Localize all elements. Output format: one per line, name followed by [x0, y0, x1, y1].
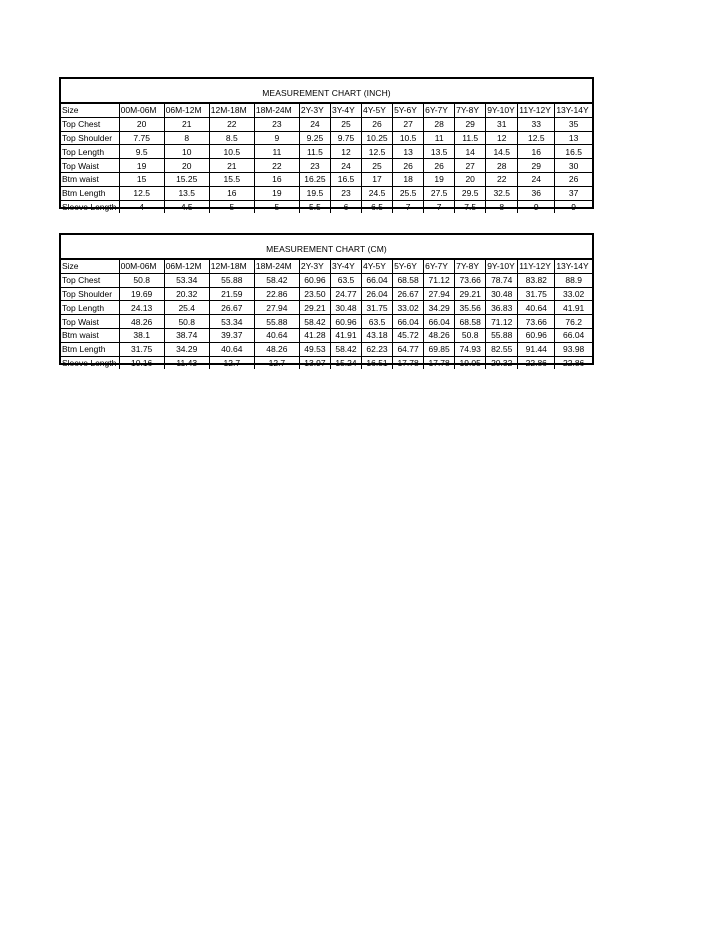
table-cell: 27.94 [424, 287, 455, 301]
table-cell: 24.5 [362, 186, 393, 200]
table-cell: 22 [486, 172, 518, 186]
table-cell: 7.5 [455, 200, 486, 213]
table-cell: 12.5 [518, 131, 555, 145]
table-cell: 49.53 [299, 342, 330, 356]
table-cell: 26.67 [209, 301, 254, 315]
table-cell: 19.05 [455, 356, 486, 369]
size-column-header: 7Y-8Y [455, 260, 486, 273]
table-cell: 73.66 [455, 273, 486, 287]
table-cell: 48.26 [254, 342, 299, 356]
table-cell: 41.28 [299, 328, 330, 342]
table-row [61, 159, 592, 173]
table-cell: 26.67 [393, 287, 424, 301]
table-cell: 29.21 [299, 301, 330, 315]
table-row [61, 356, 592, 369]
table-cell: 55.88 [254, 315, 299, 329]
table-cell: 48.26 [424, 328, 455, 342]
table-cell: 22.86 [563, 357, 585, 368]
table-cell: 16 [254, 172, 299, 186]
row-label: Top Waist [61, 315, 119, 329]
row-label: Top Chest [61, 117, 119, 131]
table-cell: 31.75 [362, 301, 393, 315]
table-cell: 66.04 [555, 328, 592, 342]
table-cell: 22 [254, 159, 299, 173]
size-column-header: 7Y-8Y [455, 104, 486, 117]
table-cell: 55.88 [209, 273, 254, 287]
table-cell: 14.5 [486, 145, 518, 159]
table-cell: 40.64 [518, 301, 555, 315]
table-cell: 74.93 [455, 342, 486, 356]
table-cell: 19 [424, 172, 455, 186]
size-column-header: 06M-12M [164, 260, 209, 273]
chart-title: MEASUREMENT CHART (CM) [61, 235, 592, 260]
table-row [61, 145, 592, 159]
table-cell: 26 [555, 172, 592, 186]
table-cell: 48.26 [119, 315, 164, 329]
table-cell: 73.66 [518, 315, 555, 329]
size-column-header: 13Y-14Y [555, 104, 592, 117]
size-column-header: 3Y-4Y [330, 260, 361, 273]
table-cell: 23.50 [299, 287, 330, 301]
table-cell: 25.4 [164, 301, 209, 315]
row-label: Top Shoulder [61, 287, 119, 301]
table-cell: 38.74 [164, 328, 209, 342]
table-cell: 83.82 [518, 273, 555, 287]
table-cell: 36.83 [486, 301, 518, 315]
table-cell: 20.32 [486, 356, 518, 369]
table-cell: 15.24 [330, 356, 361, 369]
table-cell: 6 [330, 200, 361, 213]
table-cell: 8.5 [209, 131, 254, 145]
table-cell: 5.5 [299, 200, 330, 213]
table-cell: 33.02 [555, 287, 592, 301]
size-header-label: Size [61, 260, 119, 273]
table-cell: 19.5 [299, 186, 330, 200]
table-cell: 27 [393, 117, 424, 131]
table-cell: 12 [330, 145, 361, 159]
table-cell: 55.88 [486, 328, 518, 342]
table-cell: 91.44 [518, 342, 555, 356]
table-cell: 11 [424, 131, 455, 145]
size-column-header: 13Y-14Y [555, 260, 592, 273]
table-cell: 31.75 [518, 287, 555, 301]
table-cell: 58.42 [330, 342, 361, 356]
size-column-header: 11Y-12Y [518, 260, 555, 273]
table-cell: 58.42 [299, 315, 330, 329]
table-cell: 16 [209, 186, 254, 200]
size-column-header: 00M-06M [119, 260, 164, 273]
table-cell: 13.97 [299, 356, 330, 369]
table-cell: 7 [393, 200, 424, 213]
table-cell: 63.5 [330, 273, 361, 287]
table-cell: 35.56 [455, 301, 486, 315]
table-cell: 40.64 [209, 342, 254, 356]
table-cell: 9.75 [330, 131, 361, 145]
table-cell: 25 [362, 159, 393, 173]
table-cell: 29 [518, 159, 555, 173]
size-column-header: 12M-18M [209, 260, 254, 273]
size-column-header: 6Y-7Y [424, 104, 455, 117]
table-cell: 9 [518, 200, 555, 213]
table-cell: 41.91 [555, 301, 592, 315]
table-cell: 53.34 [164, 273, 209, 287]
table-cell: 35 [555, 117, 592, 131]
row-label: Btm waist [61, 172, 119, 186]
size-column-header: 6Y-7Y [424, 260, 455, 273]
table-row [61, 200, 592, 213]
row-label: Top Chest [61, 273, 119, 287]
size-column-header: 18M-24M [254, 104, 299, 117]
table-cell: 28 [486, 159, 518, 173]
size-column-header: 12M-18M [209, 104, 254, 117]
table-cell: 31.75 [119, 342, 164, 356]
table-cell: 33.02 [393, 301, 424, 315]
table-cell: 28 [424, 117, 455, 131]
table-cell: 50.8 [119, 273, 164, 287]
table-cell: 27.5 [424, 186, 455, 200]
table-cell: 8 [486, 200, 518, 213]
size-header-row [61, 104, 592, 117]
table-cell: 10 [164, 145, 209, 159]
table-cell: 9 [254, 131, 299, 145]
table-row [61, 117, 592, 131]
table-cell: 4 [119, 200, 164, 213]
table-cell: 88.9 [555, 273, 592, 287]
size-column-header: 00M-06M [119, 104, 164, 117]
size-column-header: 18M-24M [254, 260, 299, 273]
table-cell: 60.96 [518, 328, 555, 342]
table-cell: 20 [164, 159, 209, 173]
table-cell: 17 [362, 172, 393, 186]
table-cell: 14 [455, 145, 486, 159]
table-cell: 63.5 [362, 315, 393, 329]
table-cell: 21 [209, 159, 254, 173]
table-cell: 64.77 [393, 342, 424, 356]
table-cell: 30.48 [486, 287, 518, 301]
table-cell: 11.5 [299, 145, 330, 159]
table-cell: 34.29 [164, 342, 209, 356]
size-column-header: 9Y-10Y [486, 104, 518, 117]
table-cell: 7.75 [119, 131, 164, 145]
table-cell: 50.8 [455, 328, 486, 342]
table-cell: 13 [393, 145, 424, 159]
table-cell: 40.64 [254, 328, 299, 342]
table-cell: 7 [424, 200, 455, 213]
chart-title: MEASUREMENT CHART (INCH) [61, 79, 592, 104]
table-cell: 26 [424, 159, 455, 173]
table-cell: 68.58 [455, 315, 486, 329]
table-cell: 39.37 [209, 328, 254, 342]
size-column-header: 2Y-3Y [299, 260, 330, 273]
table-cell: 34.29 [424, 301, 455, 315]
table-cell: 20 [455, 172, 486, 186]
row-label: Sleeve Length [61, 356, 119, 369]
table-cell: 10.16 [119, 356, 164, 369]
table-cell: 11 [254, 145, 299, 159]
table-cell: 66.04 [393, 315, 424, 329]
size-column-header: 06M-12M [164, 104, 209, 117]
table-cell: 19 [119, 159, 164, 173]
row-label: Top Shoulder [61, 131, 119, 145]
table-cell: 31 [486, 117, 518, 131]
table-cell: 5 [254, 200, 299, 213]
table-cell: 21 [164, 117, 209, 131]
table-row [61, 301, 592, 315]
table-cell: 71.12 [486, 315, 518, 329]
table-cell: 25 [330, 117, 361, 131]
table-cell: 58.42 [254, 273, 299, 287]
row-label: Btm waist [61, 328, 119, 342]
table-cell: 27.94 [254, 301, 299, 315]
table-cell: 16.5 [555, 145, 592, 159]
table-cell: 93.98 [555, 342, 592, 356]
table-cell: 13 [555, 131, 592, 145]
table-cell: 15 [119, 172, 164, 186]
table-cell: 12.7 [254, 356, 299, 369]
table-cell: 66.04 [424, 315, 455, 329]
table-cell: 16 [518, 145, 555, 159]
size-column-header: 2Y-3Y [299, 104, 330, 117]
table-cell: 11.5 [455, 131, 486, 145]
row-label: Top Waist [61, 159, 119, 173]
table-cell: 24 [330, 159, 361, 173]
measurement-chart-cm [59, 233, 594, 368]
table-cell: 23 [330, 186, 361, 200]
size-column-header: 3Y-4Y [330, 104, 361, 117]
table-row [61, 342, 592, 356]
table-cell: 45.72 [393, 328, 424, 342]
table-cell: 60.96 [299, 273, 330, 287]
table-cell: 15.5 [209, 172, 254, 186]
table-cell: 21.59 [209, 287, 254, 301]
table-row [61, 172, 592, 186]
table-cell: 12 [486, 131, 518, 145]
size-column-header: 4Y-5Y [362, 260, 393, 273]
size-column-header: 11Y-12Y [518, 104, 555, 117]
table-cell: 66.04 [362, 273, 393, 287]
table-cell: 17.78 [393, 356, 424, 369]
table-cell: 37 [555, 186, 592, 200]
size-column-header: 4Y-5Y [362, 104, 393, 117]
table-cell: 62.23 [362, 342, 393, 356]
measurement-table [61, 104, 592, 213]
table-cell: 29.5 [455, 186, 486, 200]
table-cell: 20.32 [164, 287, 209, 301]
table-cell: 24.13 [119, 301, 164, 315]
table-cell: 9.5 [119, 145, 164, 159]
table-cell: 9.25 [299, 131, 330, 145]
table-cell: 15.25 [164, 172, 209, 186]
table-cell: 22.86 [518, 356, 555, 369]
size-header-row [61, 260, 592, 273]
table-cell: 68.58 [393, 273, 424, 287]
table-cell: 11.43 [164, 356, 209, 369]
row-label: Btm Length [61, 186, 119, 200]
table-cell: 38.1 [119, 328, 164, 342]
table-cell: 9 [571, 201, 577, 212]
size-header-label: Size [61, 104, 119, 117]
table-cell: 82.55 [486, 342, 518, 356]
table-cell: 6.5 [362, 200, 393, 213]
table-cell: 60.96 [330, 315, 361, 329]
table-cell: 10.5 [393, 131, 424, 145]
table-row [61, 287, 592, 301]
table-cell: 24.77 [330, 287, 361, 301]
size-column-header: 5Y-6Y [393, 260, 424, 273]
table-cell: 30 [555, 159, 592, 173]
row-label: Top Length [61, 145, 119, 159]
table-cell: 32.5 [486, 186, 518, 200]
row-label: Top Length [61, 301, 119, 315]
table-cell: 5 [209, 200, 254, 213]
table-cell: 16.51 [362, 356, 393, 369]
table-cell: 20 [119, 117, 164, 131]
table-cell: 23 [299, 159, 330, 173]
table-cell: 22 [209, 117, 254, 131]
table-cell: 29 [455, 117, 486, 131]
table-cell: 19.69 [119, 287, 164, 301]
table-row [61, 315, 592, 329]
table-cell: 12.5 [119, 186, 164, 200]
table-cell: 4.5 [164, 200, 209, 213]
table-cell: 10.25 [362, 131, 393, 145]
table-cell: 29.21 [455, 287, 486, 301]
table-cell: 71.12 [424, 273, 455, 287]
table-cell: 18 [393, 172, 424, 186]
table-row [61, 273, 592, 287]
table-row [61, 131, 592, 145]
row-label: Sleeve Length [61, 200, 119, 213]
table-cell: 8 [164, 131, 209, 145]
table-cell: 17.78 [424, 356, 455, 369]
table-cell: 76.2 [555, 315, 592, 329]
measurement-chart-inch [59, 77, 594, 212]
table-cell: 50.8 [164, 315, 209, 329]
table-cell: 13.5 [424, 145, 455, 159]
table-cell: 36 [518, 186, 555, 200]
table-cell: 22.86 [254, 287, 299, 301]
table-cell: 10.5 [209, 145, 254, 159]
table-cell: 78.74 [486, 273, 518, 287]
size-column-header: 5Y-6Y [393, 104, 424, 117]
table-cell: 69.85 [424, 342, 455, 356]
size-column-header: 9Y-10Y [486, 260, 518, 273]
table-cell: 24 [518, 172, 555, 186]
table-cell: 26.04 [362, 287, 393, 301]
table-cell: 41.91 [330, 328, 361, 342]
table-cell: 24 [299, 117, 330, 131]
table-cell: 23 [254, 117, 299, 131]
table-cell: 12.5 [362, 145, 393, 159]
table-cell: 16.25 [299, 172, 330, 186]
measurement-table [61, 260, 592, 369]
table-cell: 16.5 [330, 172, 361, 186]
table-cell: 26 [362, 117, 393, 131]
table-cell: 26 [393, 159, 424, 173]
table-cell: 12.7 [209, 356, 254, 369]
table-cell: 43.18 [362, 328, 393, 342]
table-cell: 33 [518, 117, 555, 131]
table-cell: 25.5 [393, 186, 424, 200]
row-label: Btm Length [61, 342, 119, 356]
table-row [61, 186, 592, 200]
table-cell: 27 [455, 159, 486, 173]
table-cell: 53.34 [209, 315, 254, 329]
table-cell: 30.48 [330, 301, 361, 315]
table-cell: 19 [254, 186, 299, 200]
table-row [61, 328, 592, 342]
table-cell: 13.5 [164, 186, 209, 200]
